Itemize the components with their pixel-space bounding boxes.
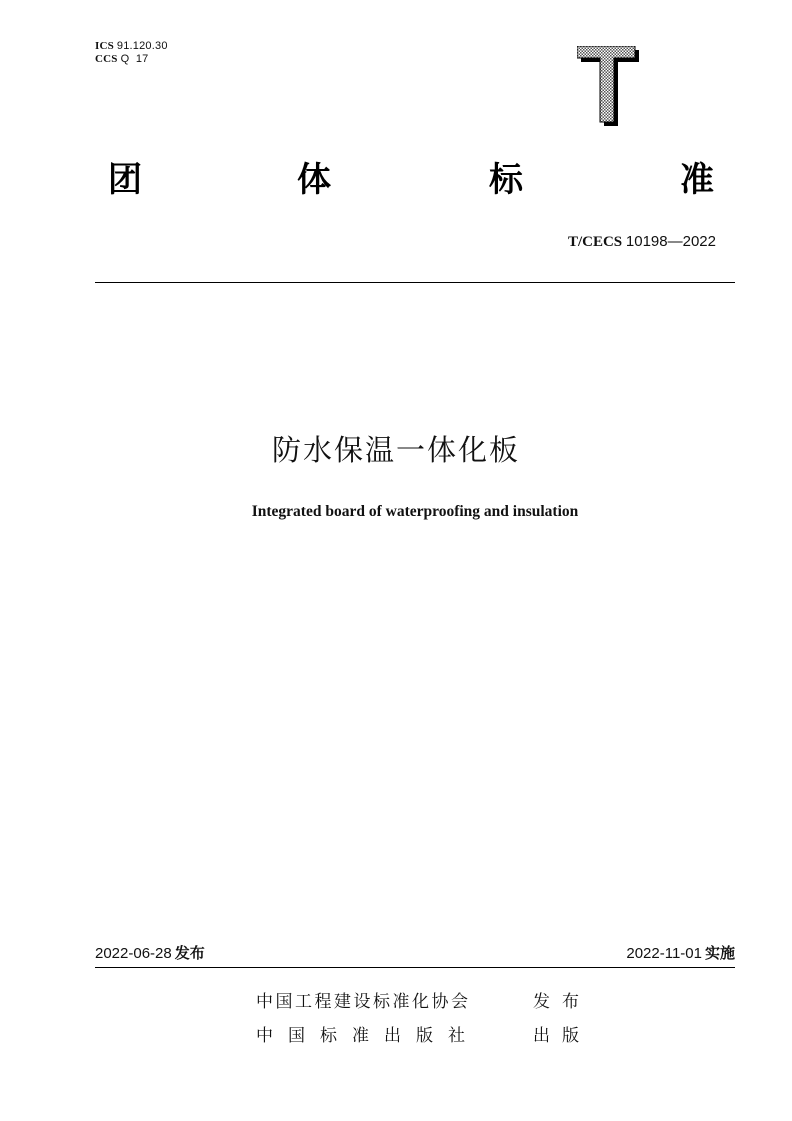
ccs-label: CCS <box>95 53 118 65</box>
issue-date-value: 2022-06-28 <box>95 945 172 962</box>
issuer-action: 发布 <box>533 992 591 1012</box>
header-divider <box>95 282 735 283</box>
standard-code-prefix: T/CECS <box>567 234 626 250</box>
t-logo-mark <box>577 46 639 126</box>
footer-divider <box>95 967 735 968</box>
title-chinese: 防水保温一体化板 <box>271 433 520 467</box>
ccs-code <box>95 53 148 66</box>
standard-code-number: 10198—2022 <box>625 233 716 250</box>
standard-type-char-3: 标 <box>489 160 523 200</box>
press-action: 出版 <box>533 1026 591 1046</box>
title-english: Integrated board of waterproofing and insulation <box>251 503 579 520</box>
standard-code <box>568 232 716 251</box>
ccs-value: Q 17 <box>120 53 149 65</box>
standard-type-heading <box>0 160 792 204</box>
t-logo-icon <box>577 46 639 126</box>
standard-type-char-4: 准 <box>680 160 714 200</box>
implement-date-value: 2022-11-01 <box>626 945 702 962</box>
issue-date <box>95 943 205 964</box>
press-organization: 中国标准出版社 <box>256 1026 480 1046</box>
standard-type-char-1: 团 <box>108 160 142 200</box>
standard-type-char-2: 体 <box>297 160 331 200</box>
implement-date-word: 实施 <box>704 944 735 962</box>
ics-code <box>95 40 168 53</box>
ics-value: 91.120.30 <box>116 40 168 52</box>
issue-date-word: 发布 <box>174 944 205 962</box>
issuer-organization: 中国工程建设标准化协会 <box>256 992 471 1012</box>
ics-label: ICS <box>95 40 114 52</box>
implement-date <box>626 943 735 964</box>
